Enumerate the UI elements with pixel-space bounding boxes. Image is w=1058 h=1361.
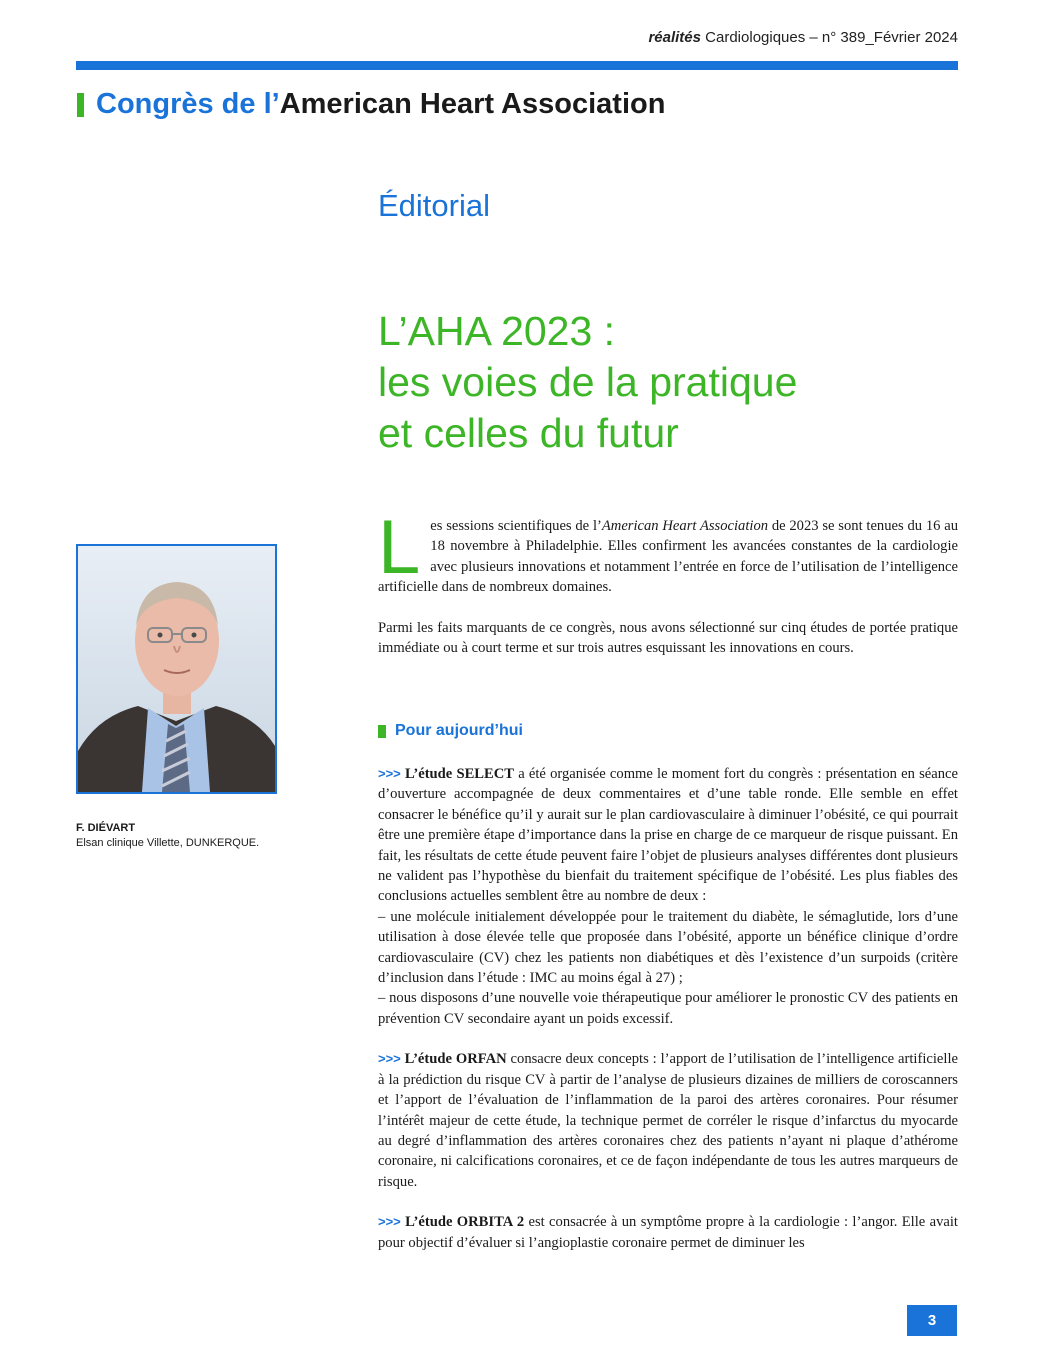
study-text: est consacrée à un symptôme propre à la cardiologie : l’angor. Elle avait pour objectif d’évaluer si l’angioplastie coronaire permet de diminuer les — [378, 1214, 958, 1251]
headline — [378, 306, 958, 459]
subheading-marker — [378, 725, 386, 738]
subheading — [378, 722, 523, 740]
study-paragraph — [378, 1212, 958, 1253]
study-paragraph — [378, 764, 958, 907]
headline-line: les voies de la pratique — [378, 359, 798, 405]
section-title-part2: American Heart Association — [279, 88, 666, 120]
page-number: 3 — [907, 1305, 957, 1336]
headline-line: et celles du futur — [378, 410, 679, 456]
study-text: consacre deux concepts : l’apport de l’utilisation de l’intelligence artificielle à la prédiction du risque CV à partir de l’analyse de plusieurs dizaines de milliers de coroscanners et l’apport de l’évaluation de l’inflammation de la paroi des artères coronaires. Pour résumer l’intérêt majeur de cette étude, la technique permet de corréler le risque d’infarctus du myocarde au degré d’inflammation des artères coronaires chez des patients n’ayant ni plaque d’athérome coronaire, ni calcifications coronaires, et ce de façon indépendante de tous les autres marqueurs de risque. — [378, 1051, 958, 1190]
headline-line: L’AHA 2023 : — [378, 308, 616, 354]
intro-paragraph — [378, 505, 958, 598]
author-photo — [76, 544, 277, 794]
header-rule — [76, 61, 958, 70]
section-title — [77, 88, 665, 121]
study-title: L’étude ORFAN — [404, 1051, 507, 1068]
study-text: a été organisée comme le moment fort du congrès : présentation en séance d’ouverture accompagnée de deux commentaires et d’une table ronde. Elle semble en effet consacrer le bénéfice qu’il y aurait sur le plan cardiovasculaire à diminuer l’obésité, ce qui pourrait être une première étape d’importance dans la prise en charge de ce marqueur de risque puissant. En fait, les résultats de cette étude peuvent faire l’objet de plusieurs analyses différentes dont plusieurs ne valident pas l’hypothèse du bienfait du traitement spécifique de l’obésité. Les plus fiables des conclusions actuelles semblent être au nombre de deux : — [378, 766, 958, 905]
study-title: L’étude ORBITA 2 — [405, 1214, 525, 1231]
journal-name: réalités — [648, 29, 701, 46]
arrow-marker: >>> — [378, 1051, 401, 1067]
issue-info: Cardiologiques – n° 389_Février 2024 — [705, 29, 958, 46]
rubric-label: Éditorial — [378, 188, 490, 223]
studies-block — [378, 764, 958, 1253]
intro-block — [378, 505, 958, 658]
author-affiliation: Elsan clinique Villette, DUNKERQUE. — [76, 837, 260, 849]
intro-text: de 2023 se sont tenues du 16 au 18 novembre à Philadelphie. Elles confirment les avancées constantes de la cardiologie avec plusieurs innovations et notamment l’entrée en force de l’utilisation de l’intelligence artificielle dans de nombreux domaines. — [378, 518, 958, 596]
study-paragraph — [378, 1049, 958, 1192]
portrait-illustration — [78, 546, 275, 792]
study-title: L’étude SELECT — [404, 766, 515, 782]
arrow-marker: >>> — [378, 1214, 401, 1230]
subheading-label: Pour aujourd’hui — [395, 722, 523, 739]
author-name: F. DIÉVART — [76, 822, 136, 834]
section-marker — [77, 93, 84, 117]
intro-text: es sessions scientifiques de l’ — [430, 518, 602, 534]
dropcap-letter: L — [378, 505, 421, 590]
section-title-part1: Congrès de l’ — [96, 88, 280, 120]
intro-paragraph-2: Parmi les faits marquants de ce congrès, nous avons sélectionné sur cinq études de portée pratique immédiate ou à court terme et sur trois autres esquissant les innovations en cours. — [378, 619, 958, 657]
arrow-marker: >>> — [378, 766, 401, 781]
study-bullet: – nous disposons d’une nouvelle voie thérapeutique pour améliorer le pronostic CV des patients en prévention CV secondaire ayant un poids excessif. — [378, 990, 958, 1027]
running-header — [648, 29, 958, 46]
intro-italic: American Heart Association — [601, 518, 769, 534]
study-bullet: – une molécule initialement développée pour le traitement du diabète, le sémaglutide, lors d’une utilisation à dose élevée telle que proposée dans l’obésité, apporte un bénéfice clinique d’ordre cardiovasculaire (CV) chez les patients non diabétiques et dès l’existence d’un surpoids (critère d’inclusion dans l’étude : IMC au moins égal à 27) ; — [378, 908, 958, 987]
